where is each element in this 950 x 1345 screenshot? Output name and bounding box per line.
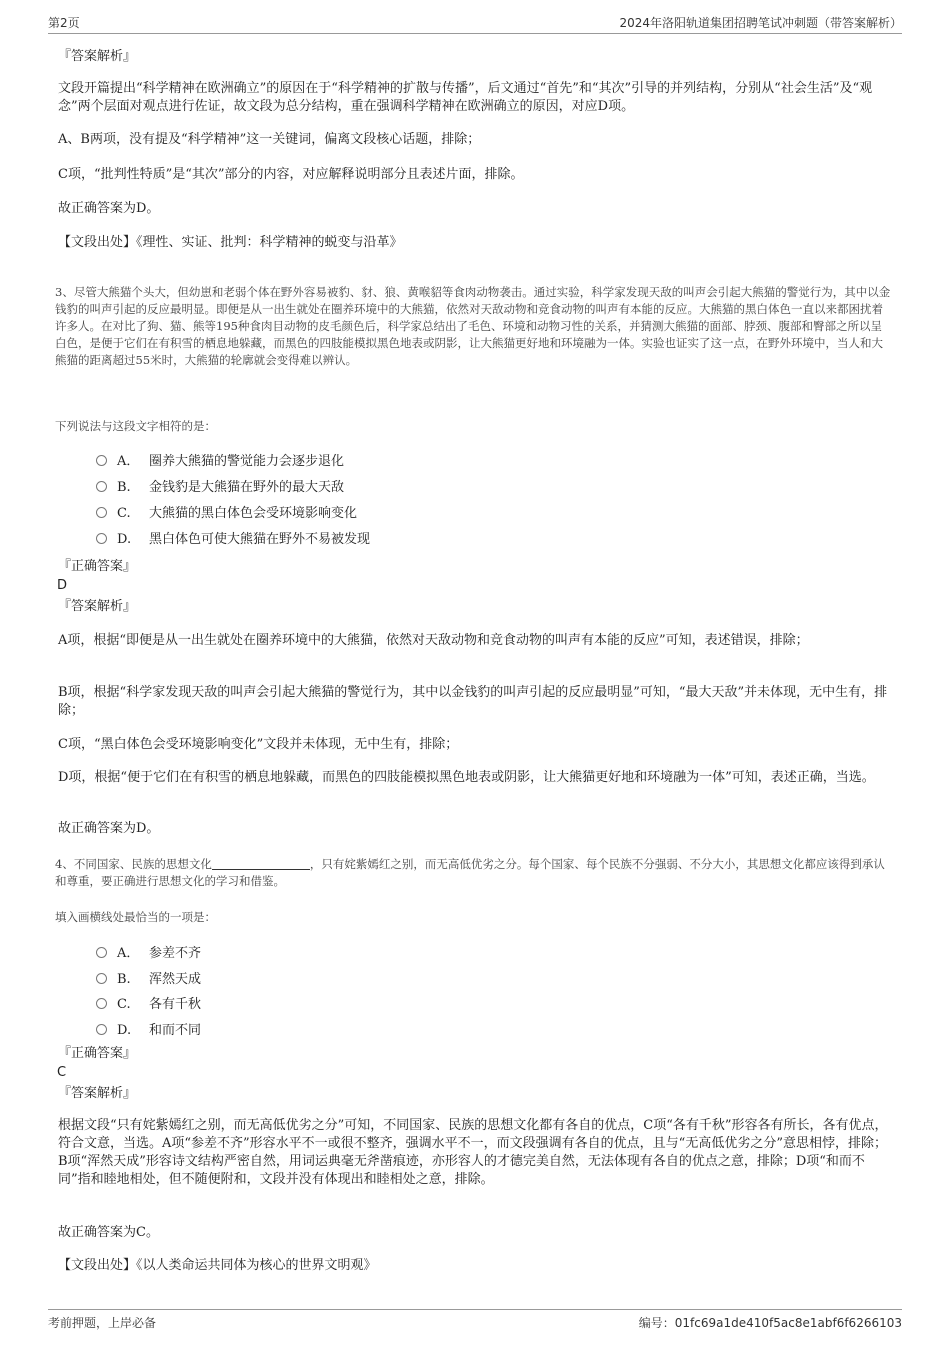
- q2-source: 【文段出处】《理性、实证、批判：科学精神的蜕变与沿革》: [58, 235, 403, 250]
- q4-stem: 4、不同国家、民族的思想文化 ，只有姹紫嫣红之别，而无高低优劣之分。每个国家、每个民族不分强弱、不分大小，其思想文化都应该得到承认和尊重，要正确进行思想文化的学习和借鉴。: [55, 857, 885, 888]
- q3-option-a[interactable]: A． 圈养大熊猫的警觉能力会逐步退化: [96, 453, 344, 471]
- footer-slogan: 考前押题，上岸必备: [48, 1316, 157, 1330]
- q2-analysis-tag: 『答案解析』: [58, 49, 137, 64]
- q2-analysis-p1: 文段开篇提出“科学精神在欧洲确立”的原因在于“科学精神的扩散与传播”，后文通过“首先”和“其次”引导的并列结构，分别从“社会生活”及“观念”两个层面对观点进行佐证，故文段为总分结构，重在强调科学精神在欧洲确立的原因，对应D项。: [58, 81, 873, 114]
- radio-icon[interactable]: [96, 947, 107, 958]
- q4-answer-summary: 故正确答案为C。: [58, 1225, 159, 1240]
- q3-prompt: 下列说法与这段文字相符的是：: [55, 419, 216, 433]
- fill-blank: [212, 857, 310, 870]
- q3-option-c[interactable]: C. 大熊猫的黑白体色会受环境影响变化: [96, 505, 357, 523]
- footer-divider: [48, 1309, 902, 1310]
- q4-option-a[interactable]: A． 参差不齐: [96, 945, 201, 963]
- q4-option-b[interactable]: B. 浑然天成: [96, 971, 201, 989]
- q3-option-d[interactable]: D. 黑白体色可使大熊猫在野外不易被发现: [96, 531, 370, 549]
- serial-number: 编号：01fc69a1de410f5ac8e1abf6f6266103: [638, 1316, 902, 1330]
- q3-option-b[interactable]: B. 金钱豹是大熊猫在野外的最大天敌: [96, 479, 344, 497]
- q4-analysis-body: 根据文段“只有姹紫嫣红之别，而无高低优劣之分”可知，不同国家、民族的思想文化都有各自的优点，C项“各有千秋”形容各有所长，各有优点，符合文意，当选。A项“参差不齐”形容水平不一或很不整齐，强调水平不一，而文段强调有各自的优点，且与“无高低优劣之分”意思相悖，排除；B项“浑然天成”形容诗文结构严密自然，用词运典毫无斧凿痕迹，亦形容人的才德完美自然，无法体现有各自的优点之意，排除；D项“和而不同”指和睦地相处，但不随便附和，文段并没有体现出和睦相处之意，排除。: [58, 1118, 888, 1187]
- q2-analysis-p2: A、B两项，没有提及“科学精神”这一关键词，偏离文段核心话题，排除；: [58, 132, 481, 147]
- header-divider: [48, 33, 902, 34]
- q4-analysis-tag: 『答案解析』: [58, 1086, 137, 1101]
- radio-icon[interactable]: [96, 507, 107, 518]
- q2-analysis-p3: C项，“批判性特质”是“其次”部分的内容，对应解释说明部分且表述片面，排除。: [58, 167, 524, 182]
- q2-analysis-p4: 故正确答案为D。: [58, 201, 160, 216]
- q3-analysis-d: D项，根据“便于它们在有积雪的栖息地躲藏，而黑色的四肢能模拟黑色地表或阴影，让大熊猫更好地和环境融为一体”可知，表述正确，当选。: [58, 770, 875, 785]
- q4-correct-answer: C: [57, 1065, 67, 1080]
- document-title: 2024年洛阳轨道集团招聘笔试冲刺题（带答案解析）: [619, 16, 902, 30]
- radio-icon[interactable]: [96, 455, 107, 466]
- radio-icon[interactable]: [96, 481, 107, 492]
- radio-icon[interactable]: [96, 998, 107, 1009]
- q4-option-c[interactable]: C. 各有千秋: [96, 996, 201, 1014]
- radio-icon[interactable]: [96, 973, 107, 984]
- q4-correct-tag: 『正确答案』: [58, 1046, 137, 1061]
- q3-analysis-c: C项，“黑白体色会受环境影响变化”文段并未体现，无中生有，排除；: [58, 737, 459, 752]
- q3-analysis-tag: 『答案解析』: [58, 599, 137, 614]
- q4-prompt: 填入画横线处最恰当的一项是：: [55, 910, 216, 924]
- q3-answer-summary: 故正确答案为D。: [58, 821, 160, 836]
- radio-icon[interactable]: [96, 533, 107, 544]
- q3-analysis-a: A项，根据“即便是从一出生就处在圈养环境中的大熊猫，依然对天敌动物和竞食动物的叫声有本能的反应”可知，表述错误，排除；: [58, 633, 809, 648]
- radio-icon[interactable]: [96, 1024, 107, 1035]
- page-header: [48, 14, 902, 32]
- page-number: 第2页: [48, 16, 80, 30]
- q4-option-d[interactable]: D. 和而不同: [96, 1022, 201, 1040]
- q3-stem: 3、尽管大熊猫个头大，但幼崽和老弱个体在野外容易被豹、豺、狼、黄喉貂等食肉动物袭击。通过实验，科学家发现天敌的叫声会引起大熊猫的警觉行为，其中以金钱豹的叫声引起的反应最明显。即便是从一出生就处在圈养环境中的大熊猫，依然对天敌动物和竞食动物的叫声有本能的反应。大熊猫的黑白体色一直以来都困扰着许多人。在对比了狗、猫、熊等195种食肉目动物的皮毛颜色后，科学家总结出了毛色、环境和动物习性的关系，并猜测大熊猫的面部、脖颈、腹部和臀部之所以呈白色，是便于它们在有积雪的栖息地躲藏，而黑色的四肢能模拟黑色地表或阴影，让大熊猫更好地和环境融为一体。实验也证实了这一点，在野外环境中，当人和大熊猫的距离超过55米时，大熊猫的轮廓就会变得难以辨认。: [55, 285, 891, 367]
- q3-analysis-b: B项，根据“科学家发现天敌的叫声会引起大熊猫的警觉行为，其中以金钱豹的叫声引起的反应最明显”可知，“最大天敌”并未体现，无中生有，排除；: [58, 685, 888, 718]
- q4-source: 【文段出处】《以人类命运共同体为核心的世界文明观》: [58, 1258, 377, 1273]
- q3-correct-answer: D: [57, 578, 68, 593]
- q3-correct-tag: 『正确答案』: [58, 559, 137, 574]
